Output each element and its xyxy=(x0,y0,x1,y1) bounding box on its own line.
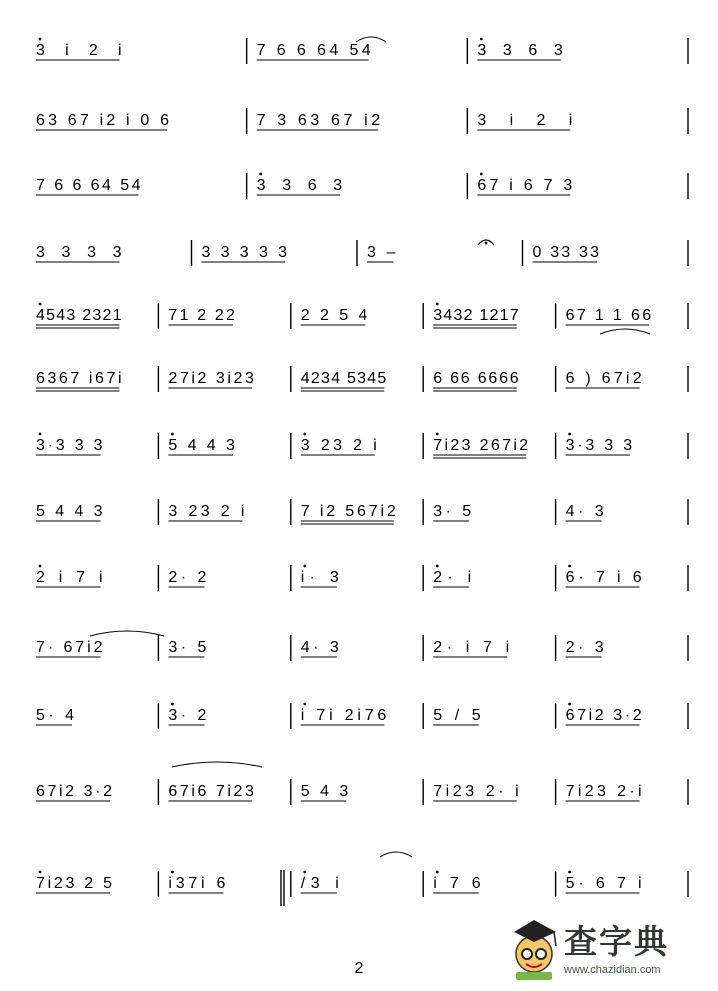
measure-r7-m5: 3·3 3 3 xyxy=(565,437,633,454)
score-notes xyxy=(36,42,651,892)
measure-r7-m1: 3·3 3 3 xyxy=(36,437,103,454)
slur xyxy=(356,37,386,42)
octave-dot xyxy=(39,433,42,436)
measure-r1-m1: 3 i 2 i xyxy=(36,42,122,59)
measure-r9-m1: 2 i 7 i xyxy=(36,569,103,586)
measure-r13-m4: i 7 6 xyxy=(433,875,481,892)
octave-dot xyxy=(436,565,439,568)
measure-r12-m3: 5 4 3 xyxy=(300,783,349,800)
measure-r10-m2: 3· 5 xyxy=(168,639,207,656)
measure-r7-m2: 5 4 4 3 xyxy=(168,437,235,454)
measure-r5-m4: 3432 1217 xyxy=(433,307,519,324)
measure-r7-m4: 7i23 267i2 xyxy=(433,437,529,454)
measure-r9-m4: 2· i xyxy=(433,569,472,586)
slur xyxy=(172,762,262,767)
site-watermark xyxy=(506,914,711,984)
octave-dot xyxy=(480,173,483,176)
measure-r1-m3: 3 3 6 3 xyxy=(477,42,563,59)
measure-r9-m3: i· 3 xyxy=(300,569,339,586)
measure-r8-m1: 5 4 4 3 xyxy=(36,503,103,520)
measure-r9-m2: 2· 2 xyxy=(168,569,207,586)
measure-r4-m4: 0 33 33 xyxy=(532,244,599,261)
measure-r11-m5: 67i2 3·2 xyxy=(565,707,642,724)
measure-r10-m4: 2· i 7 i xyxy=(433,639,510,656)
octave-dot xyxy=(568,433,571,436)
measure-r3-m1: 7 6 6 64 54 xyxy=(36,177,141,194)
measure-r11-m3: i 7i 2i76 xyxy=(300,707,387,724)
octave-dot xyxy=(39,871,42,874)
measure-r5-m2: 71 2 22 xyxy=(168,307,235,324)
measure-r3-m2: 3 3 6 3 xyxy=(256,177,343,194)
measure-r4-m2: 3 3 3 3 3 xyxy=(201,244,287,261)
measure-r5-m3: 2 2 5 4 xyxy=(300,307,368,324)
slur xyxy=(90,631,164,636)
measure-r1-m2: 7 6 6 64 54 xyxy=(256,42,371,59)
measure-r12-m2: 67i6 7i23 xyxy=(168,783,254,800)
octave-dot xyxy=(480,38,483,41)
measure-r11-m2: 3· 2 xyxy=(168,707,207,724)
measure-r6-m2: 27i2 3i23 xyxy=(168,370,254,387)
measure-r2-m3: 3 i 2 i xyxy=(477,112,573,129)
measure-r6-m4: 6 66 6666 xyxy=(433,370,519,387)
measure-r2-m2: 7 3 63 67 i2 xyxy=(256,112,381,129)
octave-dot xyxy=(171,703,174,706)
measure-r6-m5: 6 ) 67i2 xyxy=(565,370,642,387)
measure-r4-m1: 3 3 3 3 xyxy=(36,244,122,261)
measure-r7-m3: 3 23 2 i xyxy=(300,437,377,454)
octave-dot xyxy=(303,871,306,874)
measure-r13-m1: 7i23 2 5 xyxy=(36,875,112,892)
measure-r13-m2: i37i 6 xyxy=(168,875,226,892)
measure-r5-m5: 67 1 1 66 xyxy=(565,307,652,324)
octave-dot xyxy=(39,565,42,568)
score-marks xyxy=(36,37,688,906)
measure-r6-m3: 4234 5345 xyxy=(300,370,387,387)
measure-r12-m4: 7i23 2· i xyxy=(433,783,519,800)
measure-r3-m3: 67 i 6 7 3 xyxy=(477,177,573,194)
measure-r4-m3: 3 – xyxy=(367,244,396,261)
mascot-icon xyxy=(506,914,566,984)
measure-r12-m1: 67i2 3·2 xyxy=(36,783,112,800)
measure-r13-m5: 5· 6 7 i xyxy=(565,875,642,892)
octave-dot xyxy=(568,565,571,568)
octave-dot xyxy=(171,433,174,436)
measure-r8-m4: 3· 5 xyxy=(433,503,472,520)
watermark-url: www.chazidian.com xyxy=(564,964,661,976)
measure-r2-m1: 63 67 i2 i 0 6 xyxy=(36,112,169,129)
watermark-title: 查字典 xyxy=(564,922,669,961)
measure-r10-m5: 2· 3 xyxy=(565,639,604,656)
fermata-dot xyxy=(485,242,488,245)
measure-r10-m3: 4· 3 xyxy=(300,639,339,656)
octave-dot xyxy=(568,703,571,706)
measure-r8-m3: 7 i2 567i2 xyxy=(300,503,396,520)
octave-dot xyxy=(171,871,174,874)
octave-dot xyxy=(259,173,262,176)
octave-dot xyxy=(39,38,42,41)
measure-r8-m2: 3 23 2 i xyxy=(168,503,245,520)
measure-r12-m5: 7i23 2·i xyxy=(565,783,642,800)
measure-r10-m1: 7· 67i2 xyxy=(36,639,103,656)
measure-r13-m3: /3 i xyxy=(300,875,339,892)
slur xyxy=(600,329,650,334)
octave-dot xyxy=(303,565,306,568)
octave-dot xyxy=(303,703,306,706)
octave-dot xyxy=(436,433,439,436)
octave-dot xyxy=(568,871,571,874)
measure-r9-m5: 6· 7 i 6 xyxy=(565,569,642,586)
slur xyxy=(380,852,412,857)
measure-r5-m1: 4543 2321 xyxy=(36,307,122,324)
measure-r11-m4: 5 / 5 xyxy=(433,707,481,724)
octave-dot xyxy=(303,433,306,436)
measure-r11-m1: 5· 4 xyxy=(36,707,74,724)
page-number: 2 xyxy=(354,960,364,977)
measure-r6-m1: 6367 i67i xyxy=(36,370,122,387)
measure-r8-m5: 4· 3 xyxy=(565,503,604,520)
octave-dot xyxy=(39,303,42,306)
octave-dot xyxy=(436,303,439,306)
octave-dot xyxy=(436,871,439,874)
